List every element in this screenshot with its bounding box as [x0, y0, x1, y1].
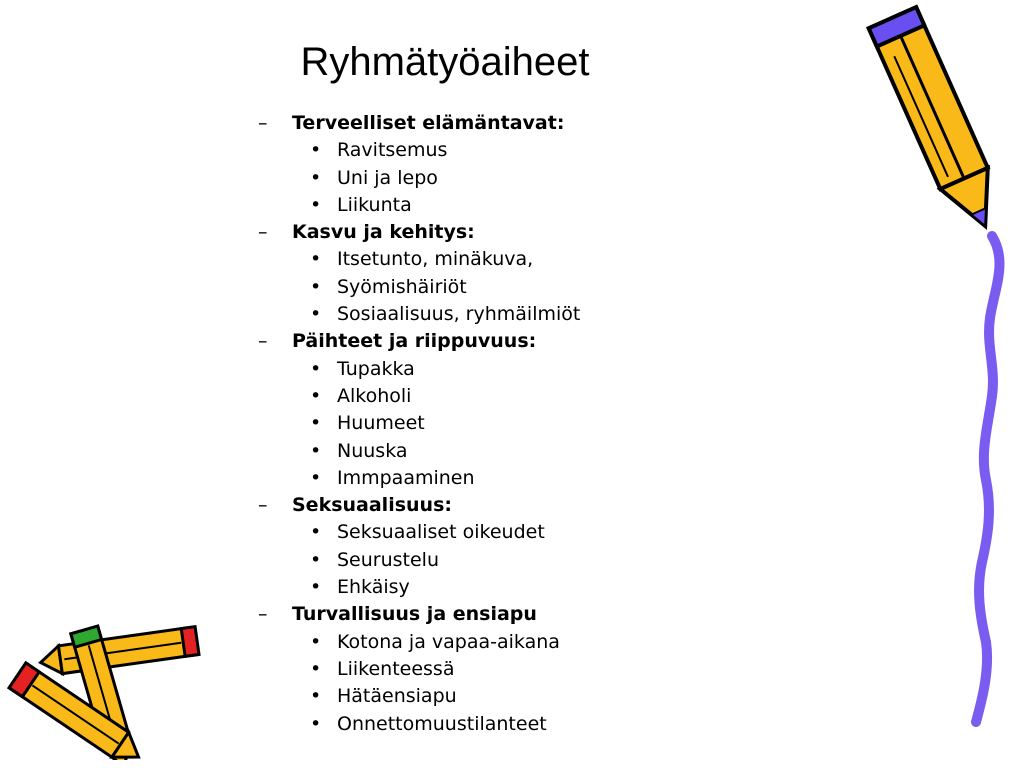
section-growth-development [258, 219, 580, 328]
list-item-text: Liikunta [337, 193, 412, 216]
list-item-text: Tupakka [337, 357, 415, 380]
section-heading-text: Päihteet ja riippuvuus: [292, 330, 537, 353]
section-heading [258, 328, 580, 355]
section-healthy-lifestyle [258, 110, 580, 219]
list-item-text: Seksuaaliset oikeudet [337, 521, 545, 544]
topic-outline [258, 110, 580, 738]
list-item [258, 629, 580, 656]
list-item-text: Ehkäisy [337, 576, 410, 599]
list-item [258, 165, 580, 192]
section-substances-addiction [258, 328, 580, 492]
bullet-marker: • [310, 384, 322, 407]
bullet-marker: • [310, 166, 322, 189]
section-heading-text: Terveelliset elämäntavat: [292, 112, 565, 134]
bullet-marker: • [310, 685, 322, 708]
bullet-marker: • [310, 657, 322, 680]
list-item [258, 383, 580, 410]
pencil-icon [39, 627, 199, 677]
dash-marker: – [258, 603, 268, 626]
list-item [258, 656, 580, 683]
dash-marker: – [258, 112, 268, 134]
section-sexuality [258, 492, 580, 601]
pencil-squiggle-clipart-icon [840, 0, 1024, 730]
list-item [258, 301, 580, 328]
bullet-marker: • [310, 630, 322, 653]
bullet-marker: • [310, 248, 322, 271]
squiggle-line-icon [976, 236, 999, 722]
section-heading [258, 219, 580, 246]
bullet-marker: • [310, 193, 322, 216]
pencil-icon [9, 663, 147, 760]
bullet-marker: • [310, 139, 322, 162]
list-item-text: Itsetunto, minäkuva, [337, 248, 534, 271]
list-item [258, 547, 580, 574]
list-item [258, 410, 580, 437]
list-item [258, 683, 580, 710]
list-item-text: Immpaaminen [337, 466, 475, 489]
list-item-text: Kotona ja vapaa-aikana [337, 630, 560, 653]
section-heading-text: Kasvu ja kehitys: [292, 221, 475, 244]
bullet-marker: • [310, 275, 322, 298]
section-safety-first-aid [258, 601, 580, 737]
list-item-text: Huumeet [337, 412, 425, 435]
pencil-icon [869, 7, 1009, 236]
list-item [258, 438, 580, 465]
section-heading [258, 601, 580, 628]
bullet-marker: • [310, 466, 322, 489]
list-item [258, 192, 580, 219]
list-item-text: Nuuska [337, 439, 408, 462]
list-item-text: Ravitsemus [337, 139, 448, 162]
list-item-text: Uni ja lepo [337, 166, 438, 189]
section-items [258, 246, 580, 328]
list-item-text: Liikenteessä [337, 657, 455, 680]
list-item [258, 137, 580, 164]
slide-title: Ryhmätyöaiheet [300, 40, 590, 84]
bullet-marker: • [310, 439, 322, 462]
section-items [258, 519, 580, 601]
bullet-marker: • [310, 548, 322, 571]
list-item [258, 519, 580, 546]
section-heading [258, 110, 580, 137]
crossed-pencils-clipart-icon [0, 612, 210, 760]
list-item-text: Hätäensiapu [337, 685, 457, 708]
bullet-marker: • [310, 412, 322, 435]
section-heading-text: Turvallisuus ja ensiapu [292, 603, 537, 626]
list-item-text: Onnettomuustilanteet [337, 712, 547, 735]
bullet-marker: • [310, 521, 322, 544]
list-item-text: Syömishäiriöt [337, 275, 467, 298]
list-item [258, 465, 580, 492]
section-heading [258, 492, 580, 519]
bullet-marker: • [310, 576, 322, 599]
dash-marker: – [258, 330, 268, 353]
list-item [258, 574, 580, 601]
section-items [258, 356, 580, 492]
section-items [258, 629, 580, 738]
bullet-marker: • [310, 303, 322, 326]
section-items [258, 137, 580, 219]
list-item [258, 711, 580, 738]
list-item [258, 274, 580, 301]
list-item [258, 246, 580, 273]
list-item [258, 356, 580, 383]
section-heading-text: Seksuaalisuus: [292, 494, 452, 517]
dash-marker: – [258, 221, 268, 244]
list-item-text: Seurustelu [337, 548, 440, 571]
list-item-text: Alkoholi [337, 384, 412, 407]
bullet-marker: • [310, 712, 322, 735]
dash-marker: – [258, 494, 268, 517]
list-item-text: Sosiaalisuus, ryhmäilmiöt [337, 303, 581, 326]
bullet-marker: • [310, 357, 322, 380]
